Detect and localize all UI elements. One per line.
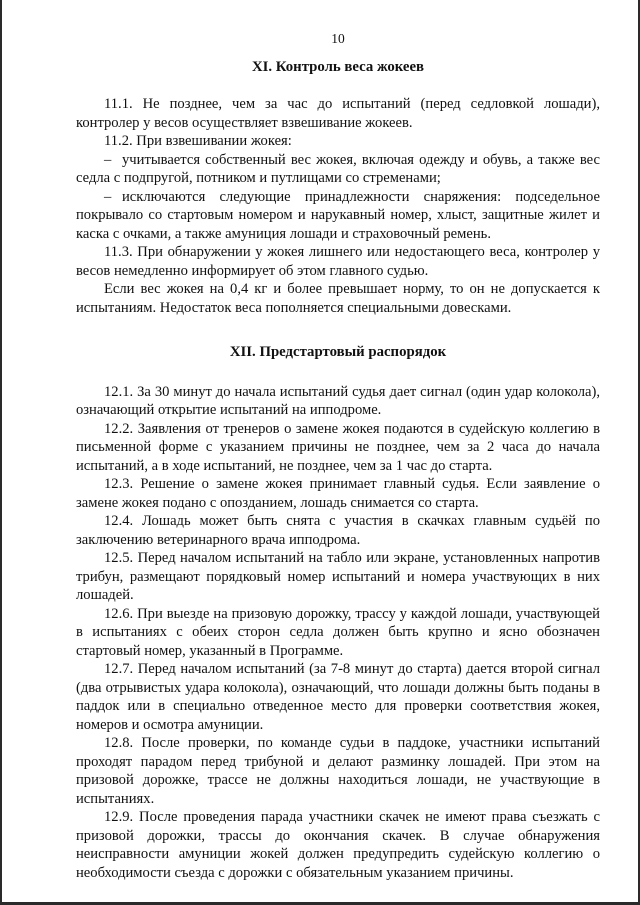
page-number: 10: [331, 31, 345, 46]
paragraph-12-3: 12.3. Решение о замене жокея принимает главный судья. Если заявление о замене жокея подано с опозданием, лошадь снимается со старта.: [76, 476, 600, 511]
list-item-weight-included: [76, 151, 600, 188]
list-item-text: учитывается собственный вес жокея, включая одежду и обувь, а также вес седла с подпругой, потником и путлищами со стременами;: [76, 151, 600, 186]
paragraph-11-3: 11.3. При обнаружении у жокея лишнего или недостающего веса, контролер у весов немедленно информирует об этом главного судью.: [76, 244, 600, 279]
paragraph-12-9: 12.9. После проведения парада участники скачек не имеют права съезжать с призовой дорожки, трассы до окончания скачек. В случае обнаружения неисправности амуниции жокей должен предупредить судейскую коллегию о необходимости съезда с дорожки с обязательным указанием причины.: [76, 809, 600, 881]
paragraph-12-5: 12.5. Перед началом испытаний на табло или экране, установленных напротив трибун, размещают порядковый номер испытаний и номера участвующих в них лошадей.: [76, 550, 600, 603]
list-item-weight-excluded: [76, 188, 600, 244]
section-12-title: XII. Предстартовый распорядок: [229, 344, 447, 360]
paragraph-12-4: 12.4. Лошадь может быть снята с участия в скачках главным судьёй по заключению ветеринарного врача ипподрома.: [76, 513, 600, 548]
dash-bullet: –: [104, 188, 112, 205]
paragraph-11-1: 11.1. Не позднее, чем за час до испытаний (перед седловкой лошади), контролер у весов осуществляет взвешивание жокеев.: [76, 96, 600, 131]
paragraph-12-8: 12.8. После проверки, по команде судьи в паддоке, участники испытаний проходят парадом перед трибуной и делают разминку лошадей. При этом на призовой дорожке, трассе не должны находиться лошади, не участвующие в испытаниях.: [76, 735, 600, 807]
paragraph-12-2: 12.2. Заявления от тренеров о замене жокея подаются в судейскую коллегию в письменной форме с указанием причины не позднее, чем за 2 часа до начала испытаний, а в ходе испытаний, не позднее, чем за 1 час до старта.: [76, 420, 600, 474]
paragraph-12-1: 12.1. За 30 минут до начала испытаний судья дает сигнал (один удар колокола), означающий открытие испытаний на ипподроме.: [76, 383, 600, 418]
dash-bullet: –: [104, 151, 112, 168]
list-item-text: исключаются следующие принадлежности снаряжения: подседельное покрывало со стартовым номером и нарукавный номер, хлыст, защитные жилет и каска с очками, а также амуниция лошади и страховочный ремень.: [76, 188, 600, 242]
paragraph-12-7: 12.7. Перед началом испытаний (за 7-8 минут до старта) дается второй сигнал (два отрывистых удара колокола), означающий, что лошади должны быть поданы в паддок или в специально отведенное место для проверки соответствия жокея, номеров и осмотра амуниции.: [76, 661, 600, 733]
document-page: [76, 30, 600, 882]
paragraph-11-3-continued: Если вес жокея на 0,4 кг и более превышает норму, то он не допускается к испытаниям. Недостаток веса пополняется специальными довесками.: [76, 281, 600, 316]
paragraph-11-2: 11.2. При взвешивании жокея:: [104, 133, 292, 149]
paragraph-12-6: 12.6. При выезде на призовую дорожку, трассу у каждой лошади, участвующей в испытаниях с обеих сторон седла должен быть крупно и ясно обозначен стартовый номер, указанный в Программе.: [76, 605, 600, 659]
section-11-title: XI. Контроль веса жокеев: [251, 58, 425, 75]
